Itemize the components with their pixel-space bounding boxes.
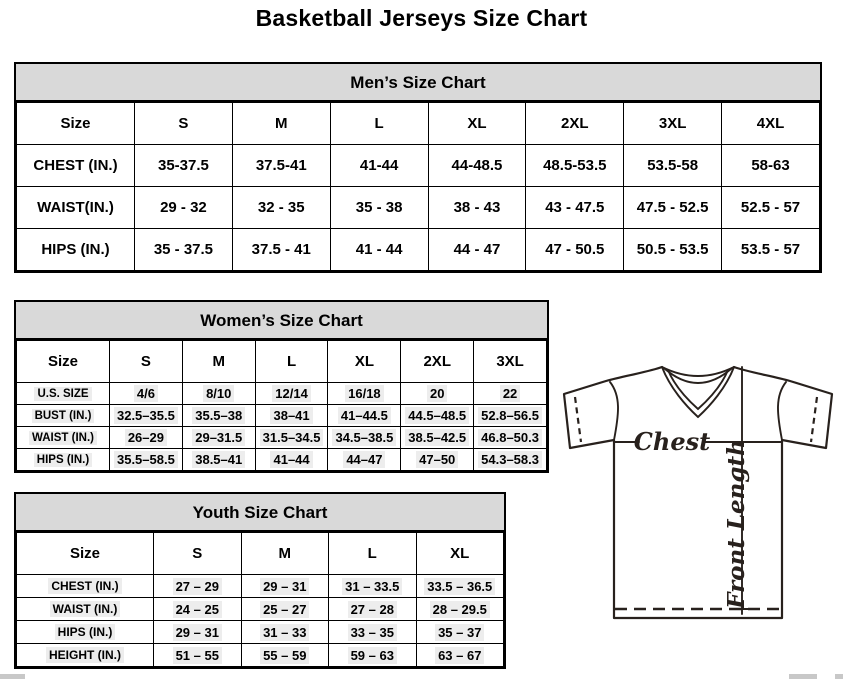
- size-value: 25 – 27: [241, 598, 329, 621]
- row-label: CHEST (IN.): [17, 145, 135, 187]
- size-value: 8/10: [182, 383, 255, 405]
- size-value: 27 – 29: [154, 575, 242, 598]
- column-header: M: [241, 533, 329, 575]
- left-armhole-seam: [610, 382, 618, 440]
- table-row: [17, 621, 504, 644]
- size-value: 46.8–50.3: [474, 427, 547, 449]
- right-armhole-seam: [778, 382, 786, 440]
- size-value: 22: [474, 383, 547, 405]
- mens-size-chart-table: [14, 62, 822, 273]
- scrollbar-fragment-right[interactable]: [789, 674, 817, 679]
- column-header: Size: [17, 533, 154, 575]
- column-header: M: [182, 341, 255, 383]
- table-row: [17, 427, 547, 449]
- size-value: 35 - 38: [330, 187, 428, 229]
- column-header: M: [232, 103, 330, 145]
- size-header-row: [17, 341, 547, 383]
- column-header: S: [135, 103, 233, 145]
- column-header: 2XL: [526, 103, 624, 145]
- size-value: 44-48.5: [428, 145, 526, 187]
- size-value: 31 – 33: [241, 621, 329, 644]
- size-table: [16, 340, 547, 471]
- size-value: 32 - 35: [232, 187, 330, 229]
- size-value: 38.5–42.5: [401, 427, 474, 449]
- size-header-row: [17, 533, 504, 575]
- size-header-row: [17, 103, 820, 145]
- youth-size-chart-table: [14, 492, 506, 669]
- size-value: 52.5 - 57: [722, 187, 820, 229]
- size-value: 37.5-41: [232, 145, 330, 187]
- size-value: 35.5–38: [182, 405, 255, 427]
- size-value: 33 – 35: [329, 621, 417, 644]
- mens-chart-heading: Men’s Size Chart: [16, 64, 820, 102]
- table-row: [17, 145, 820, 187]
- table-row: [17, 229, 820, 271]
- size-value: 29 – 31: [241, 575, 329, 598]
- column-header: 3XL: [624, 103, 722, 145]
- size-value: 35.5–58.5: [110, 449, 183, 471]
- column-header: 4XL: [722, 103, 820, 145]
- size-value: 24 – 25: [154, 598, 242, 621]
- table-row: [17, 598, 504, 621]
- size-value: 54.3–58.3: [474, 449, 547, 471]
- size-value: 55 – 59: [241, 644, 329, 667]
- size-value: 53.5-58: [624, 145, 722, 187]
- row-label: WAIST (IN.): [17, 598, 154, 621]
- jersey-measurement-diagram: [552, 352, 840, 637]
- row-label: CHEST (IN.): [17, 575, 154, 598]
- size-value: 4/6: [110, 383, 183, 405]
- size-value: 44 - 47: [428, 229, 526, 271]
- front-length-label: Front Length: [723, 439, 750, 609]
- column-header: XL: [416, 533, 504, 575]
- size-value: 35 - 37.5: [135, 229, 233, 271]
- table-row: [17, 644, 504, 667]
- jersey-body-outline: [564, 367, 832, 618]
- size-table: [16, 102, 820, 271]
- size-value: 20: [401, 383, 474, 405]
- size-value: 59 – 63: [329, 644, 417, 667]
- size-value: 34.5–38.5: [328, 427, 401, 449]
- size-value: 41-44: [330, 145, 428, 187]
- column-header: L: [255, 341, 328, 383]
- size-value: 26–29: [110, 427, 183, 449]
- size-value: 43 - 47.5: [526, 187, 624, 229]
- column-header: Size: [17, 103, 135, 145]
- table-row: [17, 405, 547, 427]
- column-header: S: [154, 533, 242, 575]
- size-value: 41 - 44: [330, 229, 428, 271]
- size-value: 37.5 - 41: [232, 229, 330, 271]
- size-value: 41–44: [255, 449, 328, 471]
- row-label: U.S. SIZE: [17, 383, 110, 405]
- size-value: 29–31.5: [182, 427, 255, 449]
- row-label: WAIST (IN.): [17, 427, 110, 449]
- size-value: 38.5–41: [182, 449, 255, 471]
- size-value: 35 – 37: [416, 621, 504, 644]
- table-row: [17, 383, 547, 405]
- youth-chart-heading: Youth Size Chart: [16, 494, 504, 532]
- size-value: 32.5–35.5: [110, 405, 183, 427]
- scrollbar-fragment-left[interactable]: [0, 674, 25, 679]
- chest-label: Chest: [633, 427, 711, 456]
- size-value: 38–41: [255, 405, 328, 427]
- size-value: 50.5 - 53.5: [624, 229, 722, 271]
- womens-chart-heading: Women’s Size Chart: [16, 302, 547, 340]
- size-value: 47.5 - 52.5: [624, 187, 722, 229]
- row-label: HIPS (IN.): [17, 229, 135, 271]
- left-cuff-dashed-line: [575, 397, 581, 442]
- column-header: XL: [428, 103, 526, 145]
- row-label: HEIGHT (IN.): [17, 644, 154, 667]
- size-value: 33.5 – 36.5: [416, 575, 504, 598]
- row-label: WAIST(IN.): [17, 187, 135, 229]
- size-value: 38 - 43: [428, 187, 526, 229]
- size-value: 31.5–34.5: [255, 427, 328, 449]
- column-header: Size: [17, 341, 110, 383]
- row-label: HIPS (IN.): [17, 449, 110, 471]
- table-row: [17, 187, 820, 229]
- size-value: 12/14: [255, 383, 328, 405]
- table-row: [17, 575, 504, 598]
- right-cuff-dashed-line: [811, 397, 817, 442]
- size-value: 41–44.5: [328, 405, 401, 427]
- size-value: 47 - 50.5: [526, 229, 624, 271]
- size-value: 29 - 32: [135, 187, 233, 229]
- size-value: 47–50: [401, 449, 474, 471]
- scrollbar-corner-fragment[interactable]: [835, 674, 843, 679]
- column-header: 3XL: [474, 341, 547, 383]
- column-header: L: [329, 533, 417, 575]
- size-value: 53.5 - 57: [722, 229, 820, 271]
- size-value: 28 – 29.5: [416, 598, 504, 621]
- size-table: [16, 532, 504, 667]
- size-value: 31 – 33.5: [329, 575, 417, 598]
- page-title: Basketball Jerseys Size Chart: [255, 5, 588, 31]
- size-value: 44.5–48.5: [401, 405, 474, 427]
- size-value: 48.5-53.5: [526, 145, 624, 187]
- column-header: 2XL: [401, 341, 474, 383]
- table-row: [17, 449, 547, 471]
- size-value: 63 – 67: [416, 644, 504, 667]
- column-header: XL: [328, 341, 401, 383]
- column-header: L: [330, 103, 428, 145]
- size-value: 58-63: [722, 145, 820, 187]
- womens-size-chart-table: [14, 300, 549, 473]
- size-value: 52.8–56.5: [474, 405, 547, 427]
- size-value: 29 – 31: [154, 621, 242, 644]
- jersey-outline-illustration: [552, 352, 840, 637]
- row-label: BUST (IN.): [17, 405, 110, 427]
- size-value: 44–47: [328, 449, 401, 471]
- size-value: 27 – 28: [329, 598, 417, 621]
- size-value: 51 – 55: [154, 644, 242, 667]
- size-value: 16/18: [328, 383, 401, 405]
- row-label: HIPS (IN.): [17, 621, 154, 644]
- column-header: S: [110, 341, 183, 383]
- size-value: 35-37.5: [135, 145, 233, 187]
